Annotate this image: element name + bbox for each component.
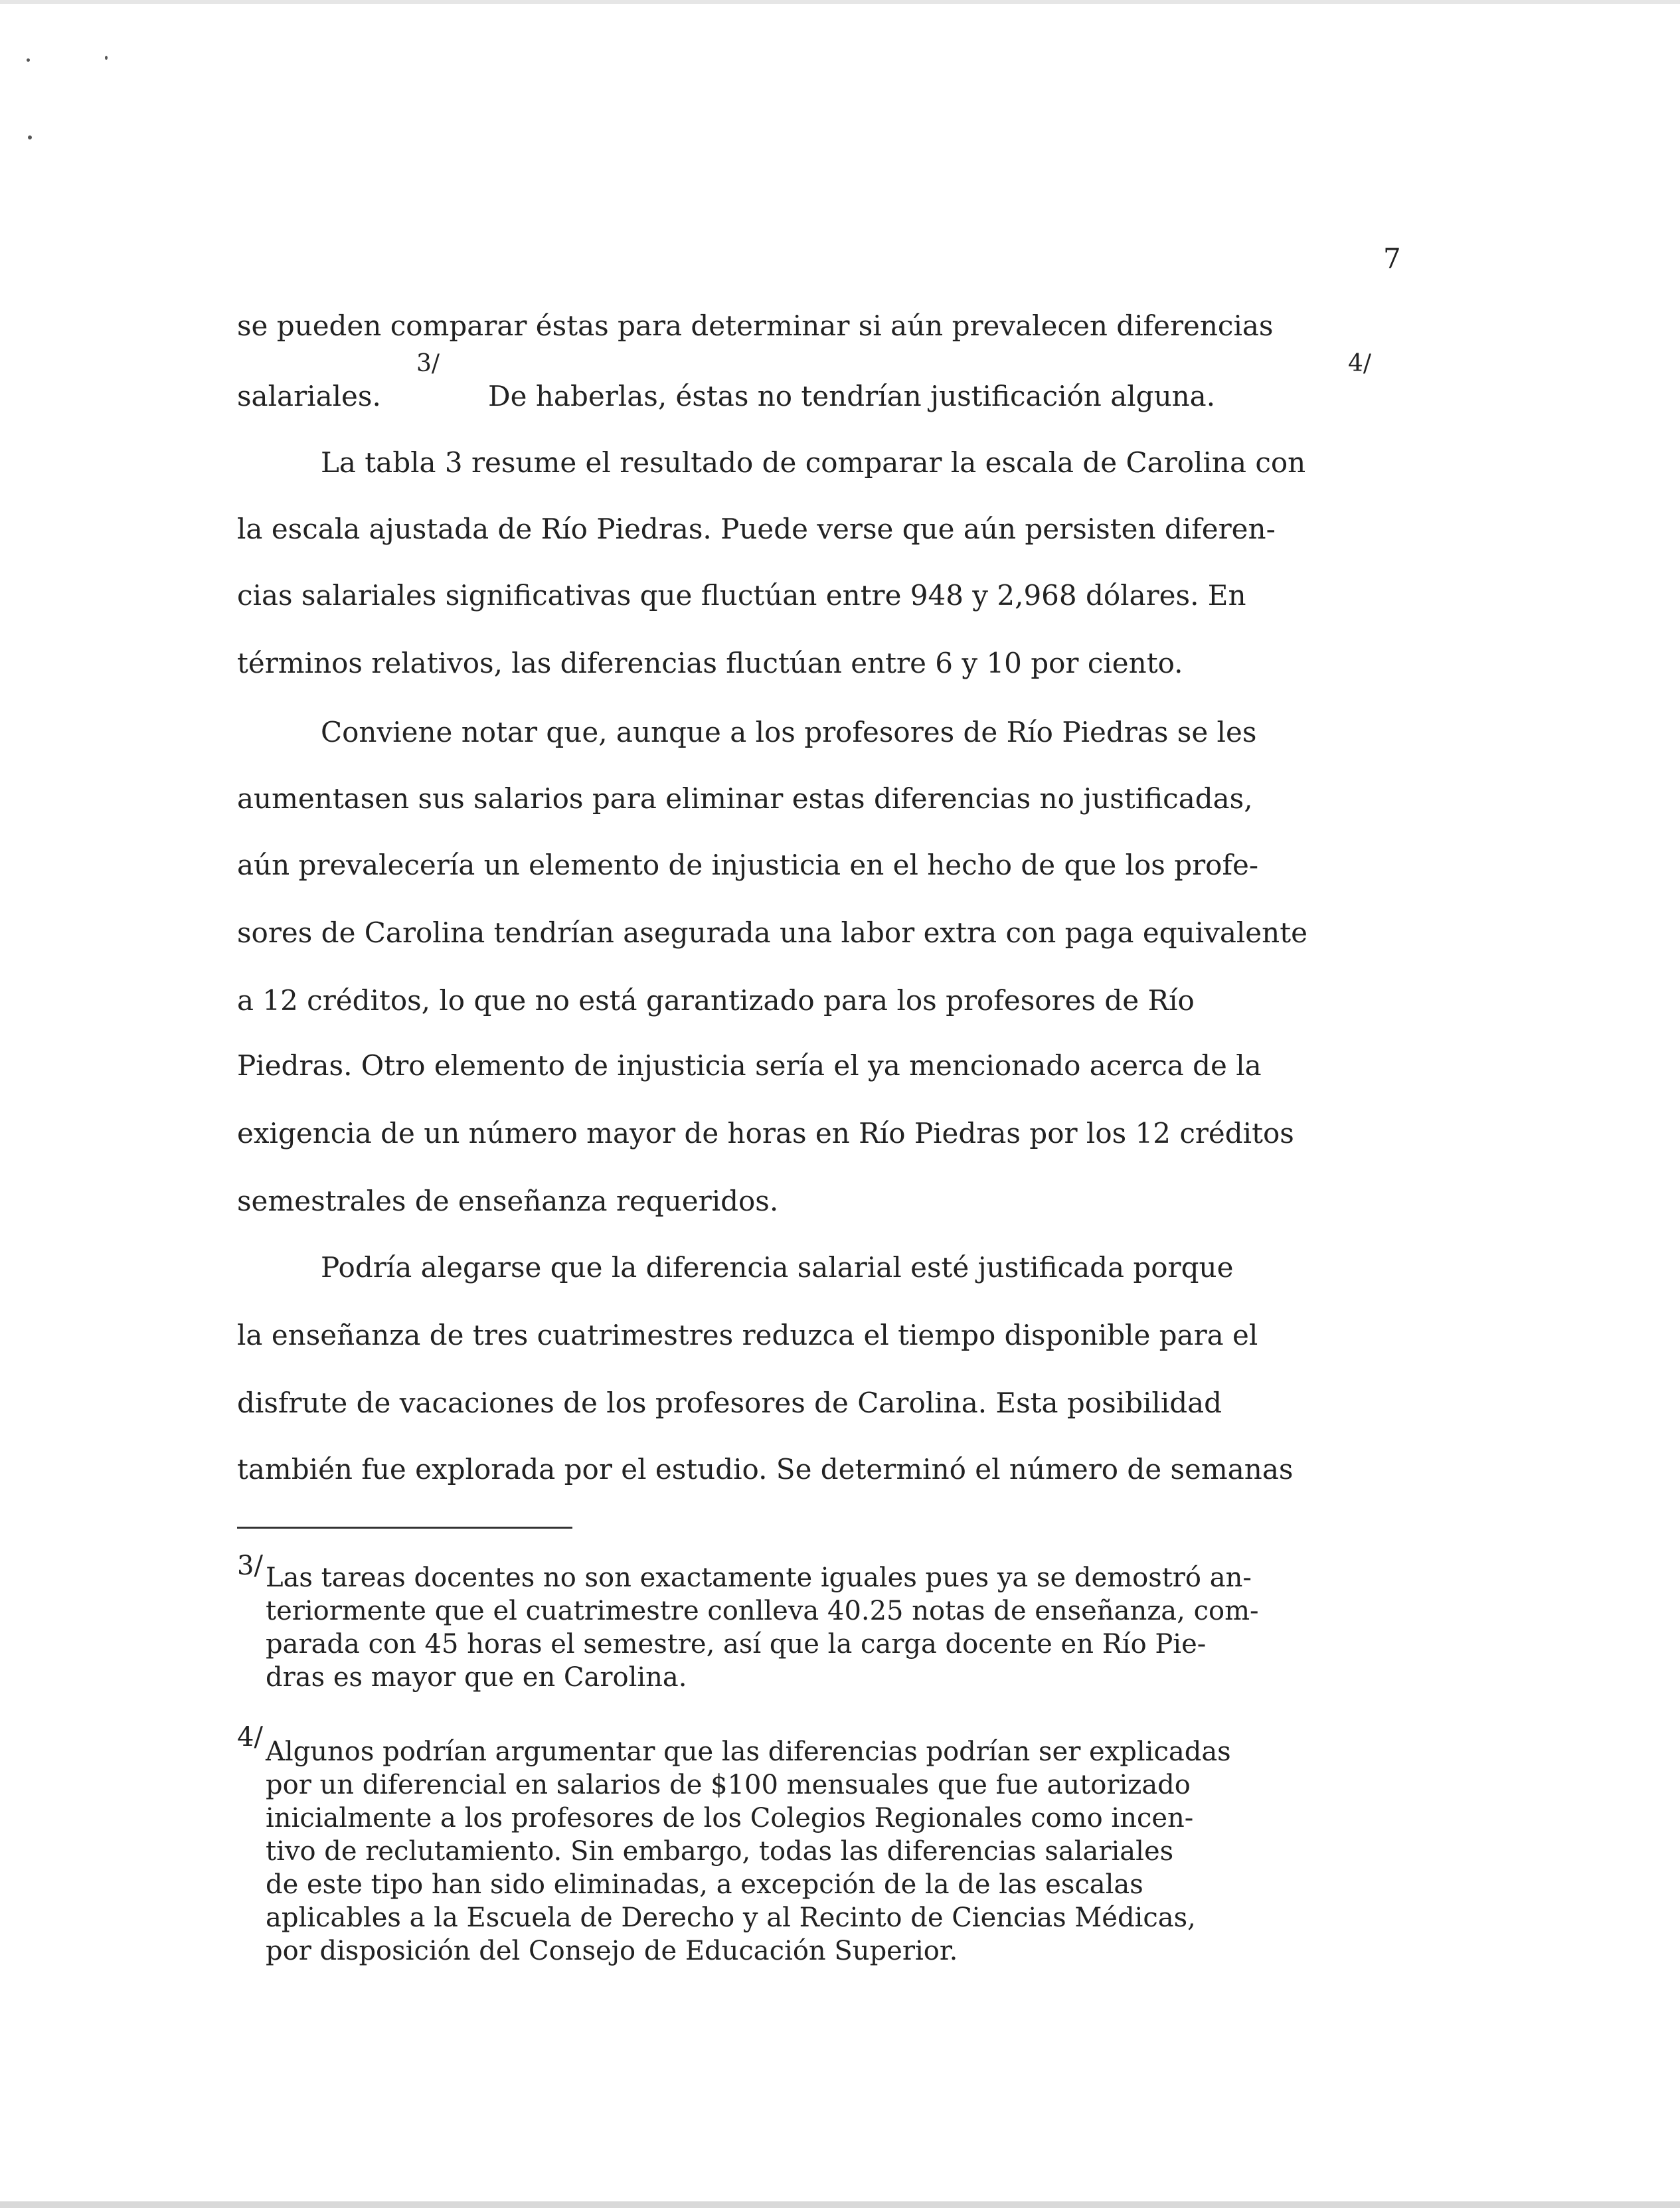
- footnote-line: aplicables a la Escuela de Derecho y al Recinto de Ciencias Médicas,: [266, 1903, 1196, 1933]
- body-line: Conviene notar que, aunque a los profesores de Río Piedras se les: [321, 716, 1257, 748]
- footnote-line: dras es mayor que en Carolina.: [266, 1662, 687, 1693]
- body-line: exigencia de un número mayor de horas en Río Piedras por los 12 créditos: [237, 1117, 1294, 1149]
- footnote-ref-3: 3/: [416, 350, 440, 377]
- footnote-line: parada con 45 horas el semestre, así que la carga docente en Río Pie-: [266, 1629, 1207, 1659]
- footnote-marker-3: 3/: [237, 1551, 263, 1581]
- body-line: la escala ajustada de Río Piedras. Puede verse que aún persisten diferen-: [237, 513, 1276, 545]
- body-line: términos relativos, las diferencias fluctúan entre 6 y 10 por ciento.: [237, 647, 1183, 679]
- footnote-line: teriormente que el cuatrimestre conlleva 40.25 notas de enseñanza, com-: [266, 1596, 1259, 1626]
- body-line: La tabla 3 resume el resultado de comparar la escala de Carolina con: [321, 446, 1306, 479]
- body-line: aún prevalecería un elemento de injusticia en el hecho de que los profe-: [237, 849, 1259, 881]
- footnote-line: Algunos podrían argumentar que las diferencias podrían ser explicadas: [266, 1737, 1231, 1767]
- body-line: sores de Carolina tendrían asegurada una labor extra con paga equivalente: [237, 916, 1307, 949]
- scan-top-edge: [0, 0, 1680, 4]
- footnote-line: tivo de reclutamiento. Sin embargo, todas las diferencias salariales: [266, 1836, 1174, 1867]
- scan-speck: [105, 56, 108, 60]
- body-line: De haberlas, éstas no tendrían justificación alguna.: [488, 380, 1216, 412]
- body-line: salariales.: [237, 380, 381, 412]
- footnote-line: por disposición del Consejo de Educación Superior.: [266, 1936, 958, 1966]
- body-line: también fue explorada por el estudio. Se determinó el número de semanas: [237, 1453, 1294, 1486]
- footnote-separator: [237, 1527, 572, 1529]
- footnote-marker-4: 4/: [237, 1722, 263, 1752]
- body-line: aumentasen sus salarios para eliminar estas diferencias no justificadas,: [237, 782, 1253, 815]
- body-line: la enseñanza de tres cuatrimestres reduzca el tiempo disponible para el: [237, 1319, 1258, 1351]
- footnote-line: Las tareas docentes no son exactamente iguales pues ya se demostró an-: [266, 1563, 1252, 1593]
- scan-speck: [28, 135, 32, 139]
- body-line: cias salariales significativas que fluctúan entre 948 y 2,968 dólares. En: [237, 579, 1246, 612]
- body-line: se pueden comparar éstas para determinar si aún prevalecen diferencias: [237, 309, 1274, 342]
- page-number: 7: [1383, 242, 1401, 275]
- scan-speck: [27, 58, 30, 62]
- footnote-ref-4: 4/: [1348, 350, 1372, 377]
- body-line: Podría alegarse que la diferencia salarial esté justificada porque: [321, 1251, 1234, 1284]
- footnote-line: por un diferencial en salarios de $100 mensuales que fue autorizado: [266, 1770, 1191, 1800]
- body-line: a 12 créditos, lo que no está garantizado para los profesores de Río: [237, 984, 1195, 1017]
- footnote-line: inicialmente a los profesores de los Colegios Regionales como incen-: [266, 1803, 1194, 1833]
- footnote-line: de este tipo han sido eliminadas, a excepción de la de las escalas: [266, 1869, 1143, 1900]
- body-line: disfrute de vacaciones de los profesores de Carolina. Esta posibilidad: [237, 1387, 1222, 1419]
- scan-bottom-edge: [0, 2201, 1680, 2208]
- body-line: semestrales de enseñanza requeridos.: [237, 1185, 779, 1217]
- body-line: Piedras. Otro elemento de injusticia sería el ya mencionado acerca de la: [237, 1049, 1262, 1082]
